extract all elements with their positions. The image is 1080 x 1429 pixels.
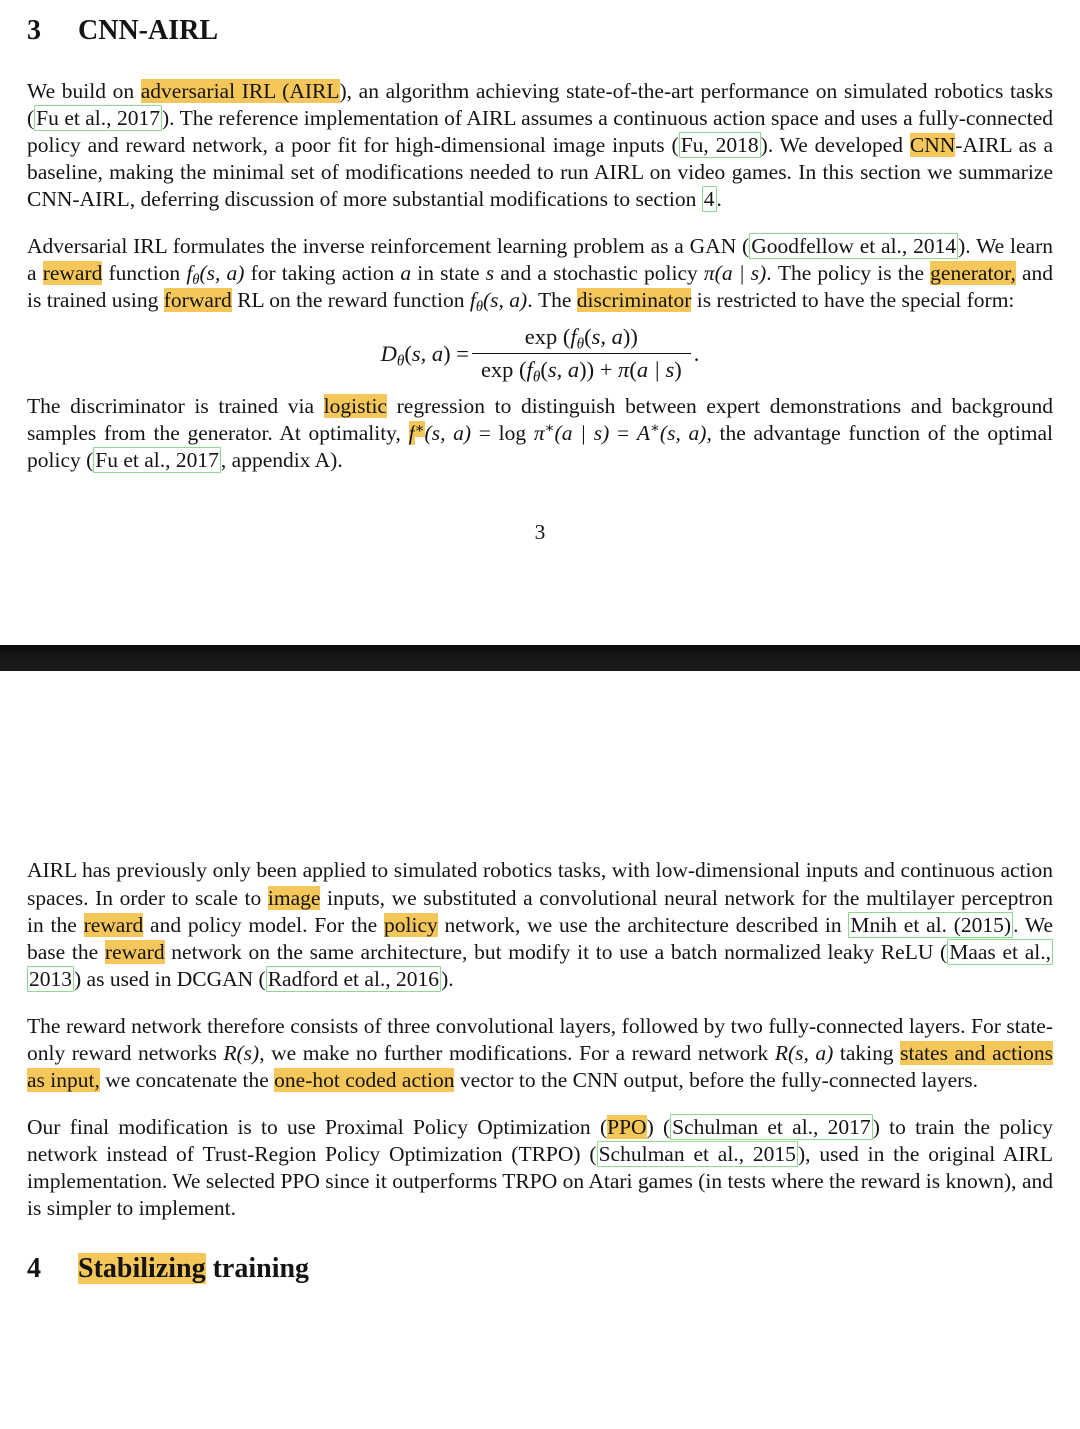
text-segment: , we make no further modifications. For a reward network	[259, 1040, 775, 1065]
page-bottom-margin	[0, 545, 1080, 645]
text-segment: θ	[576, 335, 585, 353]
text-segment: network, we use the architecture described in	[437, 912, 849, 937]
text-segment: training	[205, 1253, 310, 1285]
section-heading-4	[27, 1252, 1053, 1286]
citation-link[interactable]: 4	[703, 186, 715, 211]
highlighted-text: CNN	[909, 132, 956, 157]
text-segment: θ	[192, 272, 200, 289]
text-segment: ) as used in DCGAN (	[74, 966, 266, 991]
text-segment: taking	[833, 1040, 901, 1065]
text-segment: and is trained using	[27, 261, 1054, 313]
text-segment: )	[674, 357, 682, 383]
text-segment: (	[404, 340, 412, 366]
equation-denominator	[472, 354, 691, 386]
text-segment: (	[629, 357, 637, 383]
text-segment: (s, a)	[424, 421, 472, 446]
text-segment: We build on	[27, 78, 141, 103]
text-segment: A	[636, 421, 650, 446]
highlighted-text: logistic	[323, 394, 387, 419]
text-segment: f	[186, 261, 193, 286]
citation-link[interactable]: Maas et al., 2013	[29, 939, 1052, 991]
text-segment: θ	[475, 299, 484, 316]
text-segment: R(s, a)	[774, 1040, 834, 1065]
text-segment: ∗	[649, 421, 660, 437]
text-segment: The reward network therefore consists of three convolutional layers, followed by two fully-connected layers. For state-only reward networks	[27, 1013, 1053, 1065]
page-separator	[0, 645, 1080, 671]
section-title: CNN-AIRL	[78, 15, 218, 46]
text-segment: -AIRL as a baseline, making the minimal set of modifications needed to run AIRL on video games. In this section we summarize CNN-AIRL, deferring discussion of more substantial modifications to section	[27, 132, 1053, 211]
text-segment: D	[380, 340, 397, 366]
text-segment: exp (	[524, 324, 571, 350]
text-segment: s, a	[411, 340, 444, 366]
text-segment: ), used in the original AIRL implementation. We selected PPO since it outperforms TRPO on Atari games (in tests where the reward is known), and is simpler to implement.	[27, 1142, 1053, 1221]
highlighted-text: one-hot coded action	[274, 1068, 455, 1092]
text-segment: . We base the	[27, 912, 1053, 964]
text-segment: , the advantage function of the optimal policy (	[27, 421, 1053, 473]
text-segment: =	[609, 421, 637, 446]
text-segment: (	[540, 357, 548, 383]
highlighted-text: policy	[384, 912, 438, 937]
text-segment: .	[693, 340, 700, 366]
text-segment: f	[570, 324, 577, 350]
text-segment: exp (	[480, 357, 527, 383]
equation-period	[694, 341, 700, 367]
text-segment: inputs, we substituted a convolutional neural network for the multilayer perceptron in the	[27, 885, 1053, 937]
text-segment: AIRL has previously only been applied to simulated robotics tasks, with low-dimensional inputs and continuous action spaces. In order to scale to	[27, 858, 1053, 910]
citation-link[interactable]: Fu et al., 2017	[36, 105, 160, 130]
citation-link[interactable]: Radford et al., 2016	[267, 966, 440, 991]
page-number: 3	[534, 520, 546, 545]
text-segment: ), an algorithm achieving state-of-the-art performance on simulated robotics tasks (	[27, 78, 1053, 130]
text-segment: s, a	[547, 357, 580, 383]
text-segment: ). We learn a	[27, 233, 1053, 286]
text-segment: (s, a)	[659, 421, 707, 446]
paragraph-discriminator-training	[27, 393, 1053, 474]
equation-discriminator	[27, 324, 1053, 386]
text-segment: is restricted to have the special form:	[691, 288, 1015, 313]
paragraph-reward-network-architecture	[27, 1013, 1053, 1094]
text-segment: , appendix A).	[220, 448, 343, 473]
text-segment: s, a	[591, 324, 623, 350]
equation-lhs	[381, 341, 469, 367]
text-segment: Our final modification is to use Proximal Policy Optimization (	[27, 1115, 608, 1140]
highlighted-text: forward	[163, 288, 232, 313]
text-segment: π(a | s)	[703, 261, 767, 286]
text-segment: ∗	[544, 421, 555, 437]
text-segment: )) +	[579, 357, 619, 383]
text-segment: ))	[622, 324, 638, 350]
text-segment: for taking action	[244, 261, 401, 286]
citation-link[interactable]: Fu et al., 2017	[95, 448, 219, 473]
text-segment: .	[716, 186, 722, 211]
highlighted-text: discriminator	[576, 288, 692, 313]
text-segment: regression to distinguish between expert demonstrations and background samples from the generator. At optimality,	[27, 394, 1053, 446]
highlighted-text: f	[408, 421, 415, 446]
text-segment: . The	[527, 288, 577, 313]
text-segment: π	[618, 357, 630, 383]
text-segment: in state	[411, 261, 486, 286]
text-segment: f	[469, 288, 476, 313]
highlighted-text: reward	[42, 261, 103, 286]
paragraph-scaling-to-images	[27, 857, 1053, 992]
text-segment: θ	[396, 352, 405, 369]
section-number: 4	[27, 1253, 41, 1285]
section-heading-3	[27, 14, 1053, 48]
highlighted-text: generator,	[930, 261, 1016, 286]
citation-link[interactable]: Schulman et al., 2015	[598, 1142, 796, 1167]
text-segment: ) =	[443, 340, 469, 366]
highlighted-text: image	[267, 885, 321, 910]
paragraph-ppo-modification	[27, 1114, 1053, 1222]
text-segment: (a | s)	[554, 421, 610, 446]
text-segment: we concatenate the	[99, 1068, 275, 1092]
highlighted-text: reward	[83, 912, 144, 937]
citation-link[interactable]: Schulman et al., 2017	[672, 1115, 871, 1140]
text-segment: (	[584, 324, 592, 350]
highlighted-text: states and actions as input,	[27, 1040, 1053, 1092]
text-segment: θ	[532, 368, 541, 386]
highlighted-text: Stabilizing	[78, 1253, 206, 1285]
text-segment: ) to train the policy network instead of Trust-Region Policy Optimization (TRPO) (	[27, 1115, 1053, 1167]
text-segment: ) (	[646, 1115, 671, 1140]
highlighted-text: reward	[104, 939, 165, 964]
page-top-margin	[0, 671, 1080, 857]
text-segment: = log	[471, 421, 534, 446]
highlighted-text: ∗	[414, 421, 425, 437]
text-segment: a | s	[636, 357, 675, 383]
equation-fraction	[472, 324, 691, 386]
paragraph-adversarial-irl	[27, 233, 1053, 314]
text-segment: vector to the CNN output, before the fully-connected layers.	[454, 1068, 979, 1092]
text-segment: R(s)	[223, 1040, 260, 1065]
pdf-page-4	[0, 857, 1080, 1286]
text-segment: ). We developed	[760, 132, 910, 157]
section-number: 3	[27, 15, 41, 46]
text-segment: and a stochastic policy	[494, 261, 704, 286]
text-segment: and policy model. For the	[143, 912, 384, 937]
text-segment: (s, a)	[199, 261, 245, 286]
citation-link[interactable]: Goodfellow et al., 2014	[751, 233, 957, 258]
paragraph-airl-intro	[27, 78, 1053, 213]
text-segment: RL on the reward function	[231, 288, 470, 313]
text-segment: f	[526, 357, 533, 383]
text-segment: ).	[441, 966, 454, 991]
section-title	[78, 1253, 309, 1284]
text-segment: ). The reference implementation of AIRL assumes a continuous action space and uses a fully-connected policy and reward network, a poor fit for high-dimensional image inputs (	[27, 105, 1053, 157]
text-segment: π	[533, 421, 545, 446]
text-segment: a	[400, 261, 412, 286]
text-segment: function	[102, 261, 187, 286]
text-segment: s	[485, 261, 495, 286]
text-segment: The discriminator is trained via	[27, 394, 324, 419]
text-segment: network on the same architecture, but modify it to use a batch normalized leaky ReLU (	[164, 939, 948, 964]
highlighted-text: adversarial IRL (AIRL	[140, 78, 340, 103]
equation-numerator	[472, 324, 691, 354]
text-segment: (s, a)	[483, 288, 528, 313]
highlighted-text: PPO	[607, 1115, 647, 1140]
citation-link[interactable]: Fu, 2018	[680, 132, 759, 157]
citation-link[interactable]: Mnih et al. (2015)	[850, 912, 1012, 937]
text-segment: Adversarial IRL formulates the inverse reinforcement learning problem as a GAN (	[27, 233, 750, 258]
pdf-page-3	[0, 0, 1080, 545]
text-segment: . The policy is the	[766, 261, 931, 286]
